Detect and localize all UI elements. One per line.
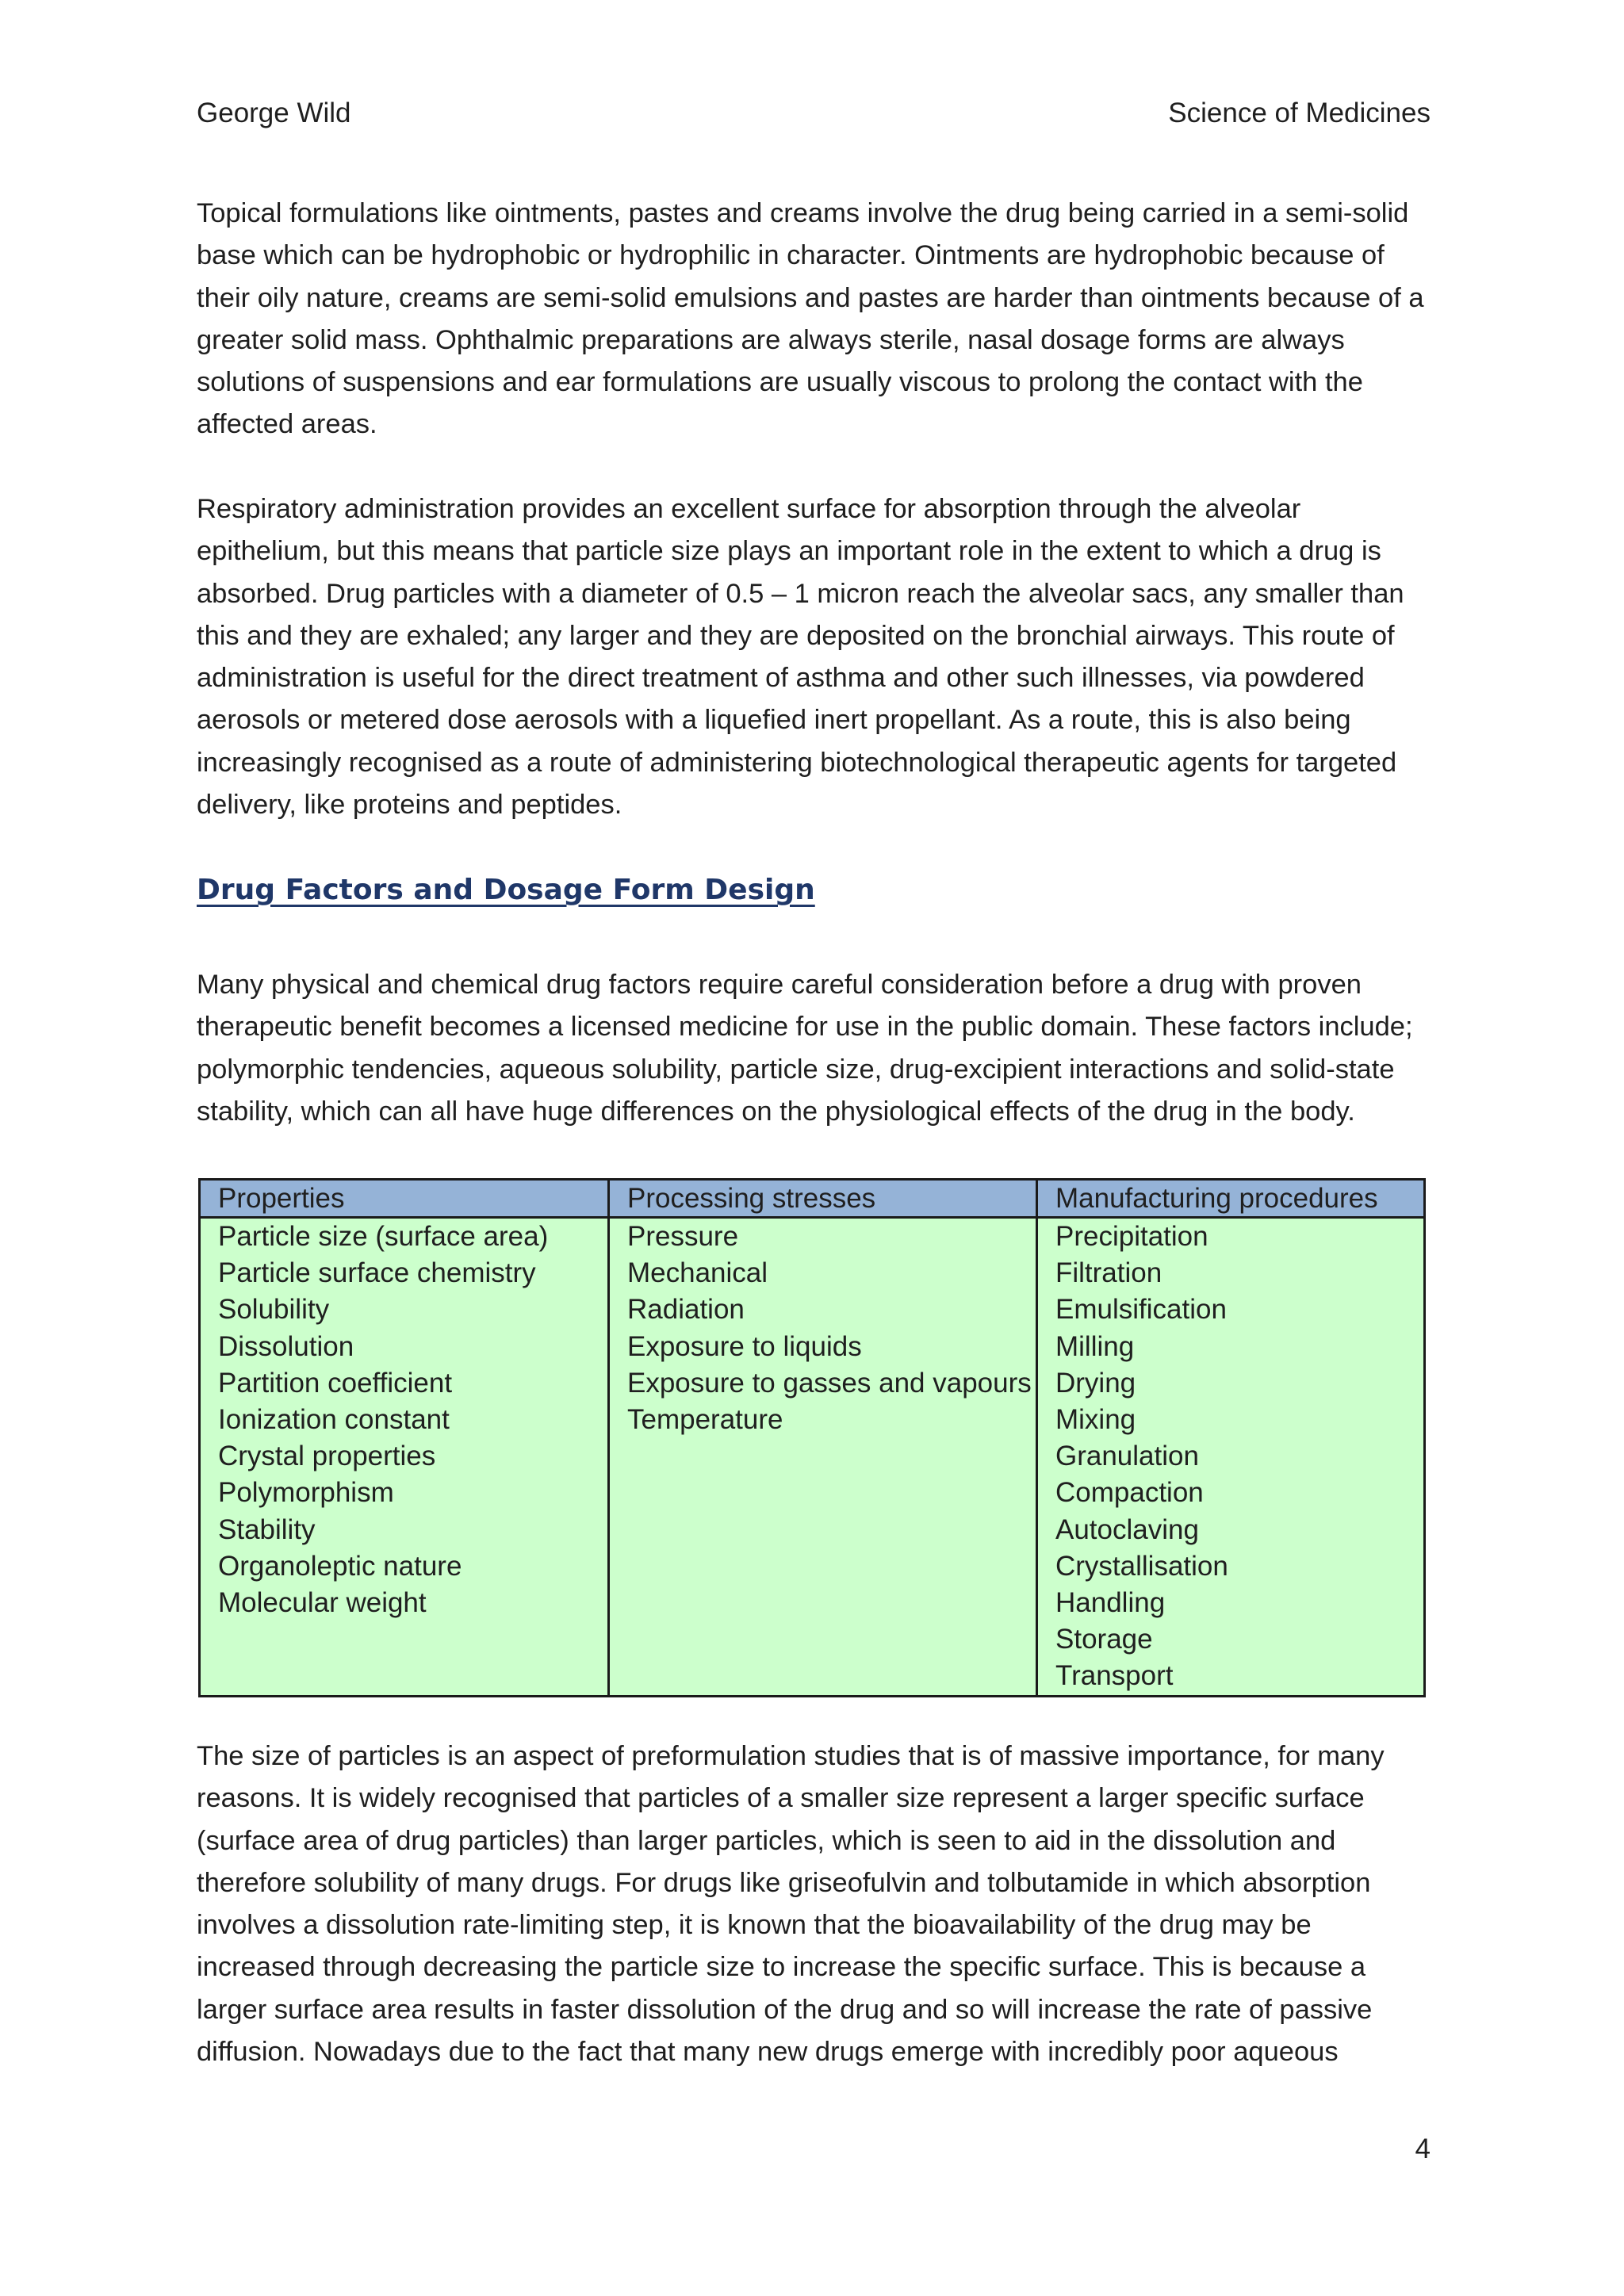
table-cell: Temperature (627, 1404, 783, 1436)
table-cell: Pressure (627, 1221, 739, 1252)
header-course: Science of Medicines (1168, 98, 1431, 128)
table-column-properties (201, 1181, 610, 1695)
table-cell: Organoleptic nature (218, 1550, 462, 1582)
table-cell: Handling (1055, 1587, 1166, 1619)
table-cell: Particle size (surface area) (218, 1221, 549, 1252)
table-cell: Autoclaving (1055, 1513, 1199, 1545)
paragraph-respiratory-administration: Respiratory administration provides an excellent surface for absorption through the alveolar epithelium, but this means that particle size plays an important role in the extent to which a drug is absorbed. Drug particles with a diameter of 0.5 – 1 micron reach the alveolar sacs, any smaller than this and they are exhaled; any larger and they are deposited on the bronchial airways. This route of administration is useful for the direct treatment of asthma and other such illnesses, via powdered aerosols or metered dose aerosols with a liquefied inert propellant. As a route, this is also being increasingly recognised as a route of administering biotechnological therapeutic agents for targeted delivery, like proteins and peptides. (197, 494, 1404, 821)
manufacturing-procedures-list (1038, 1219, 1423, 1695)
table-header-properties: Properties (201, 1181, 607, 1219)
table-column-manufacturing-procedures (1038, 1181, 1423, 1695)
table-cell: Mechanical (627, 1257, 768, 1289)
table-cell: Exposure to liquids (627, 1330, 862, 1362)
table-cell: Particle surface chemistry (218, 1257, 536, 1289)
processing-stresses-list (610, 1219, 1036, 1438)
table-cell: Precipitation (1055, 1221, 1208, 1252)
table-cell: Compaction (1055, 1477, 1204, 1509)
table-cell: Emulsification (1055, 1294, 1227, 1326)
table-cell: Transport (1055, 1660, 1174, 1692)
table-header-processing-stresses: Processing stresses (610, 1181, 1036, 1219)
paragraph-topical-formulations: Topical formulations like ointments, pastes and creams involve the drug being carried in a semi-solid base which can be hydrophobic or hydrophilic in character. Ointments are hydrophobic because of their oily nature, creams are semi-solid emulsions and pastes are harder than ointments because of a greater solid mass. Ophthalmic preparations are always sterile, nasal dosage forms are always solutions of suspensions and ear formulations are usually viscous to prolong the contact with the affected areas. (197, 198, 1424, 440)
table-cell: Storage (1055, 1624, 1153, 1655)
paragraph-drug-factors: Many physical and chemical drug factors require careful consideration before a drug with proven therapeutic benefit becomes a licensed medicine for use in the public domain. These factors include; polymorphic tendencies, aqueous solubility, particle size, drug-excipient interactions and solid-state stability, which can all have huge differences on the physiological effects of the drug in the body. (197, 970, 1413, 1127)
properties-list (201, 1219, 607, 1621)
table-cell: Solubility (218, 1294, 330, 1326)
table-cell: Milling (1055, 1330, 1135, 1362)
table-cell: Crystallisation (1055, 1550, 1228, 1582)
section-heading: Drug Factors and Dosage Form Design (197, 874, 815, 906)
table-cell: Stability (218, 1513, 316, 1545)
table-cell: Polymorphism (218, 1477, 394, 1509)
table-cell: Filtration (1055, 1257, 1162, 1289)
header-author: George Wild (197, 98, 351, 128)
paragraph-particle-size: The size of particles is an aspect of preformulation studies that is of massive importance, for many reasons. It is widely recognised that particles of a smaller size represent a larger specific surface (surface area of drug particles) than larger particles, which is seen to aid in the dissolution and therefore solubility of many drugs. For drugs like griseofulvin and tolbutamide in which absorption involves a dissolution rate-limiting step, it is known that the bioavailability of the drug may be increased through decreasing the particle size to increase the specific surface. This is because a larger surface area results in faster dissolution of the drug and so will increase the rate of passive diffusion. Nowadays due to the fact that many new drugs emerge with incredibly poor aqueous (197, 1741, 1385, 2068)
table-cell: Molecular weight (218, 1587, 427, 1619)
table-column-processing-stresses (610, 1181, 1038, 1695)
table-cell: Drying (1055, 1367, 1136, 1399)
table-cell: Crystal properties (218, 1441, 436, 1472)
table-cell: Granulation (1055, 1441, 1199, 1472)
table-cell: Ionization constant (218, 1404, 450, 1436)
factors-table (198, 1178, 1426, 1697)
table-cell: Mixing (1055, 1404, 1136, 1436)
table-cell: Partition coefficient (218, 1367, 453, 1399)
page-number: 4 (1415, 2133, 1431, 2164)
table-header-manufacturing-procedures: Manufacturing procedures (1038, 1181, 1423, 1219)
table-cell: Exposure to gasses and vapours (627, 1367, 1032, 1399)
table-cell: Dissolution (218, 1330, 354, 1362)
table-cell: Radiation (627, 1294, 745, 1326)
